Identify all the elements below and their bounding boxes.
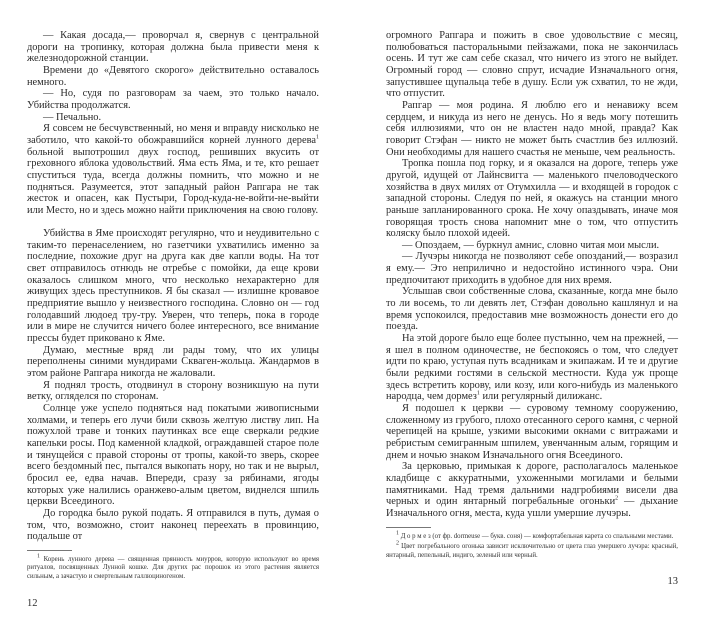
footnote-divider [27,550,72,551]
footnote-ref: 1 [476,390,480,397]
footnote-text: Корень лунного дерева — священная прянность миурров, которую используют во время ритуалов, посвященных Лунной кошке. Для других рас порошок из этого растения является сильным, а зачастую и смертельным галлюциногеном. [27,555,319,580]
page-number-right: 13 [667,576,678,588]
paragraph: огромного Рапгара и пожить в свое удовольствие с месяц, полюбоваться пасторальными пейзажами, пока не закончилась осень. И тут же сам себе сказал, что ничего из этого не выйдет. Огромный город — словно спрут, исчадие Изначального огня, запустившее щупальца тебе в душу. Если уж схватил, то не жди, что отпустит. [386,30,678,100]
paragraph: Услышав свои собственные слова, сказанные, когда мне было то ли восемь, то ли девять лет, Стэфан довольно кашлянул и на время успокоился, предоставив мне возможность донести его до поезда. [386,286,678,333]
paragraph: Думаю, местные вряд ли рады тому, что их улицы переполнены синими мундирами Скваген-жольца. Жандармов в этом районе Рапгара никогда не жаловали. [27,344,319,379]
paragraph: — Печально. [43,111,102,123]
paragraph-text: или регулярный дилижанс. [482,391,603,403]
paragraph: — Опоздаем, — буркнул амнис, словно читая мои мысли. [402,239,660,251]
footnote [386,540,679,560]
paragraph-text: Я совсем не бесчувственный, но меня и вправду нисколько не заботило, что какой-то обожравшийся корней лунного дерева [27,123,319,146]
paragraph: До городка было рукой подать. Я отправился в путь, думая о том, что, возможно, стоит наконец переехать в провинцию, подальше от [27,507,319,543]
footnotes [27,553,319,584]
paragraph: Солнце уже успело подняться над покатыми живописными холмами, и теперь его лучи били сквозь желтую листву лип. На пожухлой траве и тонких паутинках все еще сверкали редкие капельки росы. Под каменной кладкой, ограждавшей старое поле и тянущейся с правой стороны от тропы, какой-то зверь, скорее всего бездомный пес, пытался выкопать нору, но так и не вырыл, бросил ее, едва начав. Впереди, сразу за рябинами, ягоды которых уже налились оранжево-алым цветом, виднелся шпиль церкви Всеединого. [27,402,319,508]
footnote-text: Д о р м е з (от фр. dormeuse — букв. соня) — комфортабельная карета со спальными местами. [400,532,674,540]
footnotes [386,530,679,563]
paragraph: Я подошел к церкви — суровому темному сооружению, сложенному из грубого, плохо отесанного серого камня, с черной черепицей на крыше, узкими высокими окнами с витражами и ребристым семигранным шпилем, увенчанным алым, горящим и днем и ночью знаком Изначального огня Всеединого. [386,403,678,461]
paragraph: — Какая досада,— проворчал я, свернув с центральной дороги на тропинку, которая должна была привести меня к железнодорожной станции. [27,30,319,65]
footnote-marker: 2 [396,540,399,547]
paragraph: Тропка пошла под горку, и я оказался на дороге, теперь уже другой, идущей от Лайнсвигга — маленького пчеловодческого хозяйства в двух милях от Отумхилла — и входящей в городок с западной стороны. Следуя по ней, я окажусь на станции много раньше запланированного срока. Не хочу опаздывать, иначе моя говорящая трость снова напомнит мне о том, что отпустить коляску было плохой идеей. [386,158,678,240]
paragraph: — Лучэры никогда не позволяют себе опозданий,— возразил я ему.— Это неприлично и недостойно истинного чэра. Они предпочитают приходить в удобное для них время. [386,251,678,286]
left-page [27,30,319,610]
footnote-divider [386,527,431,528]
footnote-marker: 1 [37,553,40,560]
paragraph: — Но, судя по разговорам за чаем, это только начало. Убийства продолжатся. [27,88,319,111]
paragraph: Рапгар — моя родина. Я люблю его и ненавижу всем сердцем, и никуда из него не денусь. Но я ведь могу потешить себя иллюзиями, что он не властен надо мной, правда? Как говорит Стэфан — никто не может быть счастлив без иллюзий. Они необходимы для нашего счастья не меньше, чем реальность. [386,99,678,158]
paragraph [386,333,678,403]
paragraph-text: больной выпотрошил двух господ, решивших вкусить от греховного яблока удовольствий. Яма есть Яма, и те, кто решает спуститься туда, всегда должны помнить, что можно и не подняться. Разумеется, этот западный район Рапгара не так жесток и опасен, как Пустыри, Город-куда-не-войти-не-выйти или Место, но и здесь можно найти приключения на свою голову. [27,146,319,216]
footnote-marker: 1 [396,530,399,537]
right-page [386,30,678,588]
paragraph: Времени до «Девятого скорого» действительно оставалось немного. [27,64,319,88]
paragraph: Я поднял трость, отодвинул в сторону возникшую на пути ветку, огляделся по сторонам. [27,379,319,403]
footnote-ref: 1 [316,134,319,141]
paragraph-text: На этой дороге было еще более пустынно, чем на прежней, — я шел в полном одиночестве, не беспокоясь о том, что следует идти по краю, уступая путь всадникам и экипажам. И те и другие были редкими гостями в сельской местности. Куда уж проще здесь встретить корову, или козу, или кого-нибудь из маленького народца, чем дормез [386,333,678,403]
paragraph [386,461,678,519]
right-page-body [386,30,678,520]
footnote-ref: 2 [615,495,619,502]
footnote [27,553,319,582]
paragraph: Убийства в Яме происходят регулярно, что и неудивительно с таким-то перенаселением, но газетчики ухватились именно за последние, похожие друг на друга как две капли воды. На тот свет отправилось отнюдь не отребье с помойки, да еще крови оказалось слишком много, что несколько нехарактерно для живущих здесь преступников. Я бы сказал — излишне кровавое предприятие вышло у неизвестного господина. Словно он — год голодавший людоед тру-тру. Уверен, что теперь, пока в городе или в мире не случится ничего более интересного, все внимание прессы будет приковано к Яме. [27,228,319,344]
page-number-left: 12 [27,597,38,609]
footnote-text: Цвет погребального огонька зависит исключительно от цвета глаз умершего лучэра: красный, янтарный, пепельный, индиго, зеленый или черный. [386,543,679,559]
left-page-body [27,30,319,543]
paragraph-text: За церковью, примыкая к дороге, располагалось маленькое кладбище с аккуратными, ухоженными могилами и белыми памятниками. Над тремя дальними надгробиями висели два черных и один янтарный погребальные огоньки [386,461,678,508]
paragraph-text: — дыхание Изначального огня, места, куда ушли умершие лучэры. [386,496,678,519]
paragraph [27,123,319,216]
